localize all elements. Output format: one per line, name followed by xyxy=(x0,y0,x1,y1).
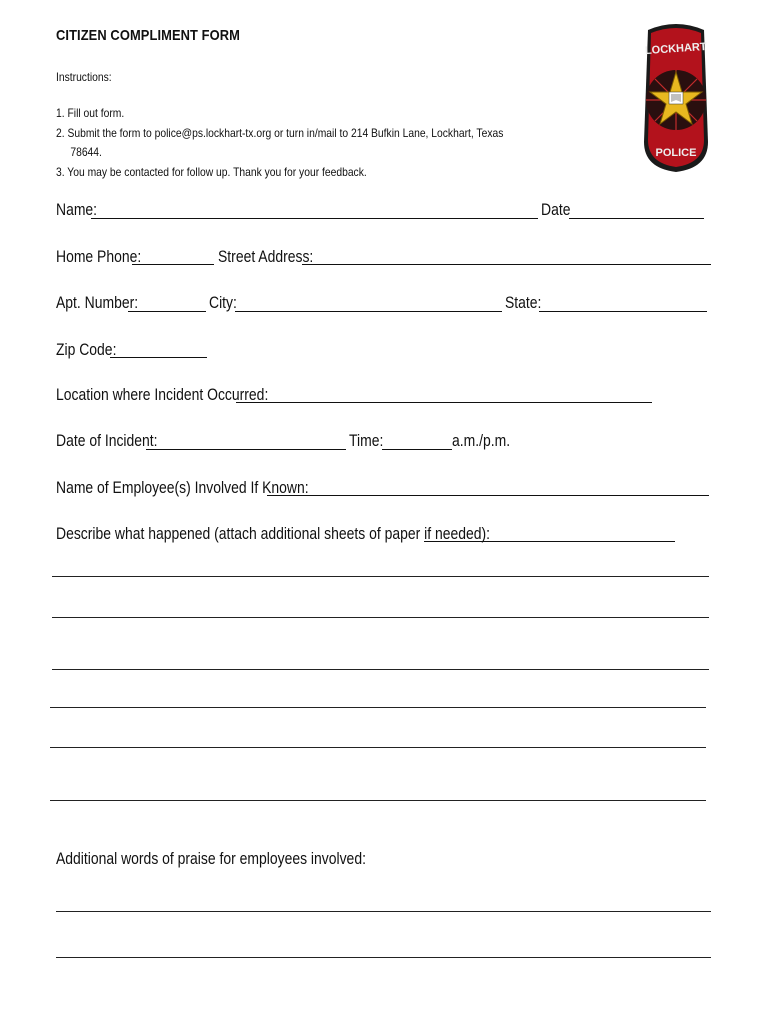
apt-number-label: Apt. Number: xyxy=(56,293,139,312)
zip-code-label: Zip Code: xyxy=(56,340,117,359)
form-title: CITIZEN COMPLIMENT FORM xyxy=(56,27,240,44)
name-field[interactable] xyxy=(91,218,538,219)
date-of-incident-field[interactable] xyxy=(146,449,346,450)
instruction-3: 3. You may be contacted for follow up. Thank you for your feedback. xyxy=(56,165,367,179)
name-label: Name: xyxy=(56,200,98,219)
describe-line-3[interactable] xyxy=(52,669,709,670)
city-label: City: xyxy=(209,293,237,312)
time-field[interactable] xyxy=(382,449,452,450)
instructions-heading: Instructions: xyxy=(56,70,112,84)
employees-label: Name of Employee(s) Involved If Known: xyxy=(56,478,309,497)
instruction-2: 2. Submit the form to police@ps.lockhart-tx.org or turn in/mail to 214 Bufkin Lane, Lockhart, Texas xyxy=(56,126,504,140)
state-label: State: xyxy=(505,293,542,312)
describe-label: Describe what happened (attach additional sheets of paper if needed): xyxy=(56,524,490,543)
date-label: Date xyxy=(541,200,571,219)
praise-line-1[interactable] xyxy=(56,911,711,912)
police-badge-logo xyxy=(640,22,712,174)
street-address-label: Street Address: xyxy=(218,247,314,266)
instruction-1: 1. Fill out form. xyxy=(56,106,125,120)
zip-code-field[interactable] xyxy=(110,357,207,358)
home-phone-field[interactable] xyxy=(132,264,214,265)
apt-number-field[interactable] xyxy=(128,311,206,312)
badge-bottom-text: POLICE xyxy=(655,147,697,159)
state-field[interactable] xyxy=(539,311,707,312)
describe-line-1[interactable] xyxy=(52,576,709,577)
location-field[interactable] xyxy=(236,402,652,403)
location-label: Location where Incident Occurred: xyxy=(56,385,269,404)
employees-field[interactable] xyxy=(267,495,709,496)
describe-line-2[interactable] xyxy=(52,617,709,618)
describe-line-4[interactable] xyxy=(50,707,706,708)
describe-field[interactable] xyxy=(424,541,675,542)
badge-top-text: LOCKHART xyxy=(644,40,707,58)
time-label: Time: xyxy=(349,431,384,450)
city-field[interactable] xyxy=(235,311,502,312)
praise-line-2[interactable] xyxy=(56,957,711,958)
date-field[interactable] xyxy=(569,218,704,219)
describe-line-6[interactable] xyxy=(50,800,706,801)
ampm-label: a.m./p.m. xyxy=(452,431,511,450)
street-address-field[interactable] xyxy=(302,264,711,265)
date-of-incident-label: Date of Incident: xyxy=(56,431,158,450)
praise-label: Additional words of praise for employees involved: xyxy=(56,849,366,868)
instruction-2-cont: 78644. xyxy=(56,145,102,159)
home-phone-label: Home Phone: xyxy=(56,247,142,266)
describe-line-5[interactable] xyxy=(50,747,706,748)
